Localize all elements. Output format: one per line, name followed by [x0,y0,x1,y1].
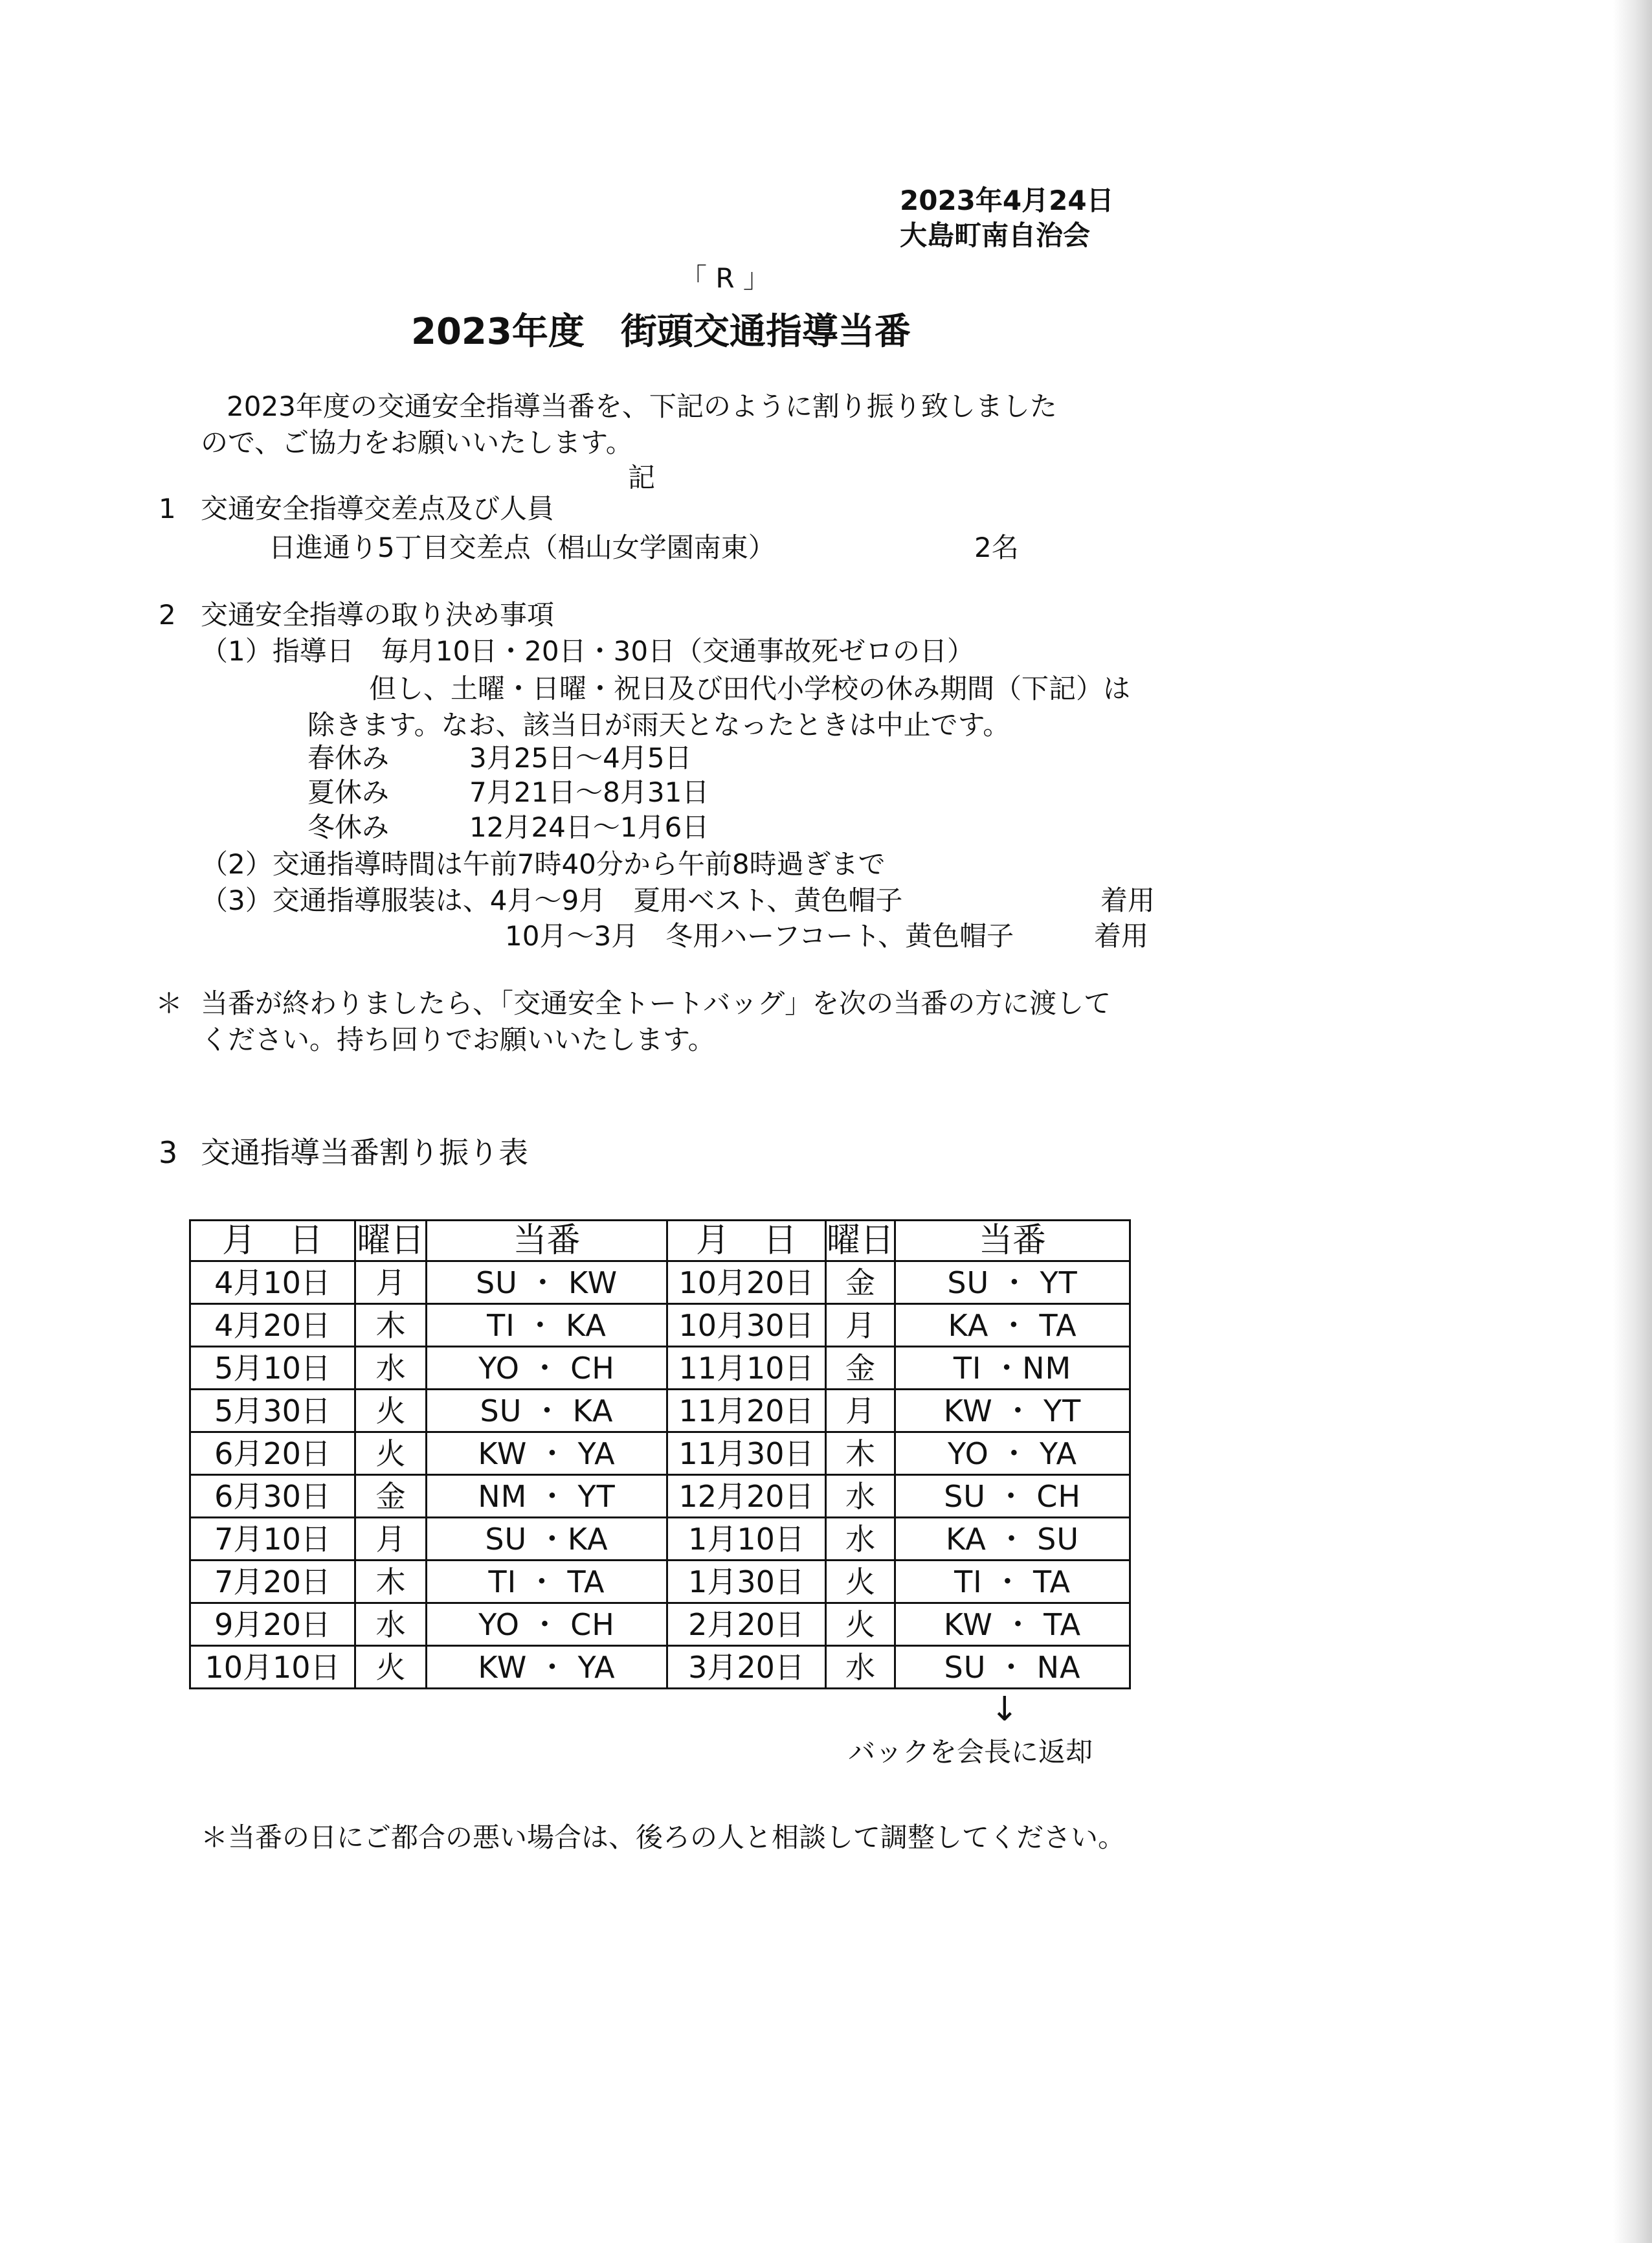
date-cell: 7月20日 [190,1561,355,1603]
organization-name: 大島町南自治会 [900,220,1091,251]
date-cell: 1月10日 [667,1518,826,1561]
duty-cell: KA ・ TA [895,1304,1130,1347]
table-header-row [190,1221,1130,1261]
header-date-2: 月 日 [667,1221,826,1261]
guidance-exception-2: 除きます。なお、該当日が雨天となったときは中止です。 [307,709,1010,741]
duty-cell: YO ・ YA [895,1432,1130,1475]
weekday-cell: 火 [826,1561,895,1603]
weekday-cell: 水 [826,1518,895,1561]
summer-break-period: 7月21日～8月31日 [469,776,709,808]
spring-break-label: 春休み [307,742,390,774]
duty-cell: SU ・ KW [427,1261,667,1304]
weekday-cell: 火 [826,1603,895,1646]
weekday-cell: 水 [826,1646,895,1689]
weekday-cell: 月 [355,1261,427,1304]
weekday-cell: 火 [355,1646,427,1689]
date-cell: 11月20日 [667,1390,826,1432]
date-cell: 1月30日 [667,1561,826,1603]
duty-cell: KW ・ YA [427,1432,667,1475]
date-cell: 9月20日 [190,1603,355,1646]
duty-cell: NM ・ YT [427,1475,667,1518]
duty-cell: YO ・ CH [427,1347,667,1390]
duty-cell: SU ・ CH [895,1475,1130,1518]
weekday-cell: 木 [355,1561,427,1603]
guidance-exception-1: 但し、土曜・日曜・祝日及び田代小学校の休み期間（下記）は [369,673,1131,704]
attire-wear-2: 着用 [1094,920,1149,952]
duty-cell: YO ・ CH [427,1603,667,1646]
guidance-days: （1）指導日 毎月10日・20日・30日（交通事故死ゼロの日） [201,635,975,667]
duty-cell: KW ・ TA [895,1603,1130,1646]
return-bag-note: バックを会長に返却 [848,1736,1093,1768]
table-row [190,1561,1130,1603]
table-row [190,1646,1130,1689]
duty-table [189,1219,1131,1689]
date-cell: 12月20日 [667,1475,826,1518]
weekday-cell: 木 [826,1432,895,1475]
date-cell: 11月10日 [667,1347,826,1390]
page-title: 2023年度 街頭交通指導当番 [411,311,911,353]
note-1-line-1: 当番が終わりましたら、「交通安全トートバッグ」を次の当番の方に渡して [201,987,1111,1019]
duty-cell: SU ・ KA [427,1390,667,1432]
summer-break-label: 夏休み [307,776,390,808]
down-arrow-icon: ↓ [990,1690,1019,1729]
document-mark: 「 R 」 [680,262,770,294]
winter-break-label: 冬休み [307,811,390,843]
table-row [190,1261,1130,1304]
section-1-heading: 交通安全指導交差点及び人員 [201,493,555,524]
weekday-cell: 金 [826,1347,895,1390]
weekday-cell: 月 [826,1304,895,1347]
header-duty-1: 当番 [427,1221,667,1261]
date-cell: 4月20日 [190,1304,355,1347]
guidance-attire-winter: 10月～3月 冬用ハーフコート、黄色帽子 [505,920,1014,952]
intro-line-2: ので、ご協力をお願いいたします。 [201,427,633,458]
duty-cell: KW ・ YT [895,1390,1130,1432]
weekday-cell: 火 [355,1390,427,1432]
header-weekday-1: 曜日 [355,1221,427,1261]
note-2: ＊当番の日にご都合の悪い場合は、後ろの人と相談して調整してください。 [201,1821,1126,1853]
duty-cell: KW ・ YA [427,1646,667,1689]
table-row [190,1304,1130,1347]
table-row [190,1475,1130,1518]
intersection-location: 日進通り5丁目交差点（椙山女学園南東） [269,532,776,563]
weekday-cell: 月 [826,1390,895,1432]
header-date-1: 月 日 [190,1221,355,1261]
weekday-cell: 水 [355,1347,427,1390]
guidance-time: （2）交通指導時間は午前7時40分から午前8時過ぎまで [201,848,886,880]
section-1-number: 1 [159,493,176,524]
scan-edge-shadow [1613,0,1652,2243]
section-3-heading: 交通指導当番割り振り表 [201,1135,528,1170]
document-date: 2023年4月24日 [900,185,1114,216]
date-cell: 10月30日 [667,1304,826,1347]
section-2-heading: 交通安全指導の取り決め事項 [201,599,555,631]
date-cell: 10月10日 [190,1646,355,1689]
date-cell: 6月20日 [190,1432,355,1475]
header-weekday-2: 曜日 [827,1221,895,1260]
guidance-attire-summer: （3）交通指導服装は、4月～9月 夏用ベスト、黄色帽子 [201,885,903,916]
date-cell: 4月10日 [190,1261,355,1304]
table-row [190,1390,1130,1432]
weekday-cell: 水 [355,1603,427,1646]
table-row [190,1518,1130,1561]
date-cell: 2月20日 [667,1603,826,1646]
intro-line-1: 2023年度の交通安全指導当番を、下記のように割り振り致しました [227,390,1057,422]
duty-cell: TI ・ TA [895,1561,1130,1603]
winter-break-period: 12月24日～1月6日 [469,811,709,843]
section-3-number: 3 [159,1135,178,1170]
attire-wear-1: 着用 [1100,885,1155,916]
weekday-cell: 水 [826,1475,895,1518]
ki-marker: 記 [628,462,656,493]
section-2-number: 2 [159,599,176,631]
weekday-cell: 月 [355,1518,427,1561]
duty-cell: TI ・ KA [427,1304,667,1347]
table-row [190,1432,1130,1475]
weekday-cell: 金 [826,1261,895,1304]
table-row [190,1347,1130,1390]
duty-cell: SU ・ YT [895,1261,1130,1304]
note-1-line-2: ください。持ち回りでお願いいたします。 [201,1024,715,1055]
duty-cell: SU ・ NA [895,1646,1130,1689]
date-cell: 5月10日 [190,1347,355,1390]
staff-count: 2名 [974,532,1019,563]
duty-cell: SU ・KA [427,1518,667,1561]
date-cell: 6月30日 [190,1475,355,1518]
weekday-cell: 木 [355,1304,427,1347]
duty-cell: TI ・ TA [427,1561,667,1603]
header-duty-2: 当番 [895,1221,1130,1261]
date-cell: 11月30日 [667,1432,826,1475]
weekday-cell: 火 [355,1432,427,1475]
date-cell: 10月20日 [667,1261,826,1304]
duty-cell: KA ・ SU [895,1518,1130,1561]
note-1-mark: ＊ [155,987,183,1019]
table-row [190,1603,1130,1646]
date-cell: 3月20日 [667,1646,826,1689]
date-cell: 7月10日 [190,1518,355,1561]
date-cell: 5月30日 [190,1390,355,1432]
duty-cell: TI ・NM [895,1347,1130,1390]
spring-break-period: 3月25日～4月5日 [469,742,692,774]
weekday-cell: 金 [355,1475,427,1518]
